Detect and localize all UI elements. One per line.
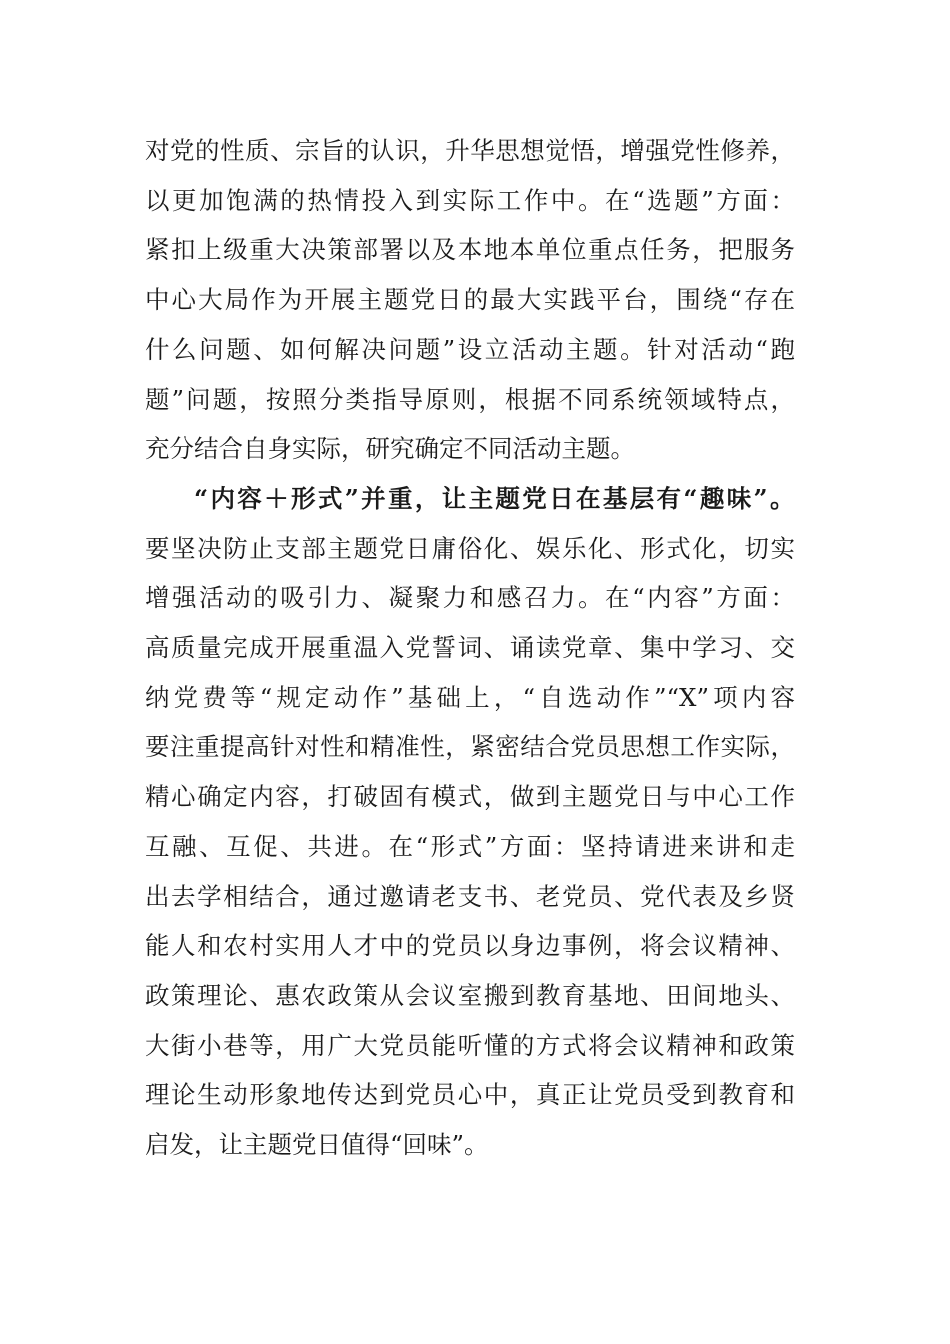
body-line: 增强活动的吸引力、凝聚力和感召力。在“内容”方面： — [145, 583, 795, 613]
body-line: 纳党费等“规定动作”基础上，“自选动作”“X”项内容 — [145, 682, 795, 712]
document-body — [145, 126, 805, 1170]
section-heading: “内容＋形式”并重，让主题党日在基层有“趣味”。 — [194, 483, 795, 513]
body-line: 大街小巷等，用广大党员能听懂的方式将会议精神和政策 — [145, 1030, 795, 1060]
body-line: 能人和农村实用人才中的党员以身边事例，将会议精神、 — [145, 931, 795, 961]
body-line: 要坚决防止支部主题党日庸俗化、娱乐化、形式化，切实 — [145, 533, 795, 563]
body-line: 政策理论、惠农政策从会议室搬到教育基地、田间地头、 — [145, 980, 795, 1010]
body-line: 要注重提高针对性和精准性，紧密结合党员思想工作实际， — [145, 732, 795, 762]
body-line: 互融、互促、共进。在“形式”方面：坚持请进来讲和走 — [145, 831, 795, 861]
body-line: 中心大局作为开展主题党日的最大实践平台，围绕“存在 — [145, 285, 795, 315]
body-line: 出去学相结合，通过邀请老支书、老党员、党代表及乡贤 — [145, 881, 795, 911]
body-line: 对党的性质、宗旨的认识，升华思想觉悟，增强党性修养， — [145, 136, 795, 165]
body-line: 充分结合自身实际，研究确定不同活动主题。 — [145, 434, 635, 464]
body-line: 以更加饱满的热情投入到实际工作中。在“选题”方面： — [145, 185, 795, 215]
body-line: 理论生动形象地传达到党员心中，真正让党员受到教育和 — [145, 1080, 795, 1110]
body-line: 题”问题，按照分类指导原则，根据不同系统领域特点， — [145, 384, 795, 414]
body-line: 启发，让主题党日值得“回味”。 — [145, 1130, 489, 1160]
body-line: 紧扣上级重大决策部署以及本地本单位重点任务，把服务 — [145, 235, 795, 265]
body-line: 什么问题、如何解决问题”设立活动主题。针对活动“跑 — [145, 334, 795, 364]
body-line: 精心确定内容，打破固有模式，做到主题党日与中心工作 — [145, 782, 795, 812]
body-line: 高质量完成开展重温入党誓词、诵读党章、集中学习、交 — [145, 633, 795, 663]
